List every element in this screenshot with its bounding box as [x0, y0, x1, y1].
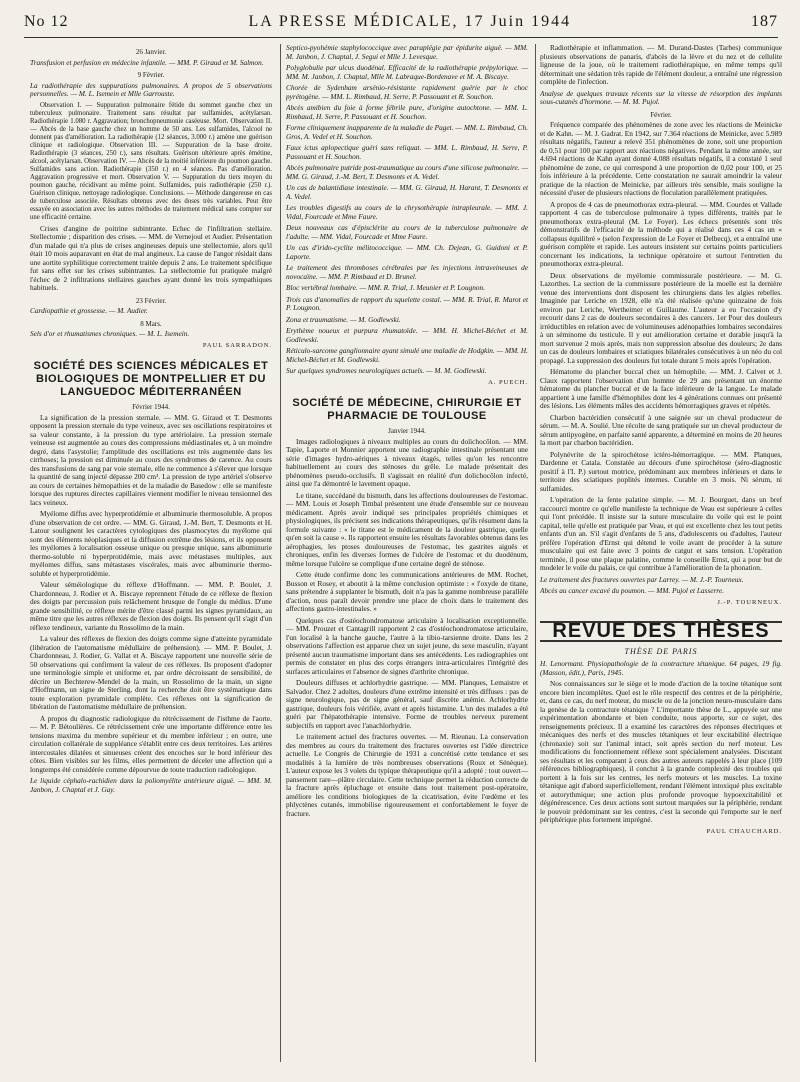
report-entry: Le traitement des fractures ouvertes par Larrey. — M. J.-P. Tourneux.	[540, 574, 744, 584]
report-entry: Un cas d'irido-cyclite mélitococcique. — MM. Ch. Dejean, G. Guidoni et P. Laporte.	[286, 243, 528, 261]
report-entry: Zona et traumatisme. — M. Godlewski.	[286, 314, 401, 324]
report-entry: L'opération de la fente palatine simple. — M. J. Bourguet, dans un bref raccourci montre ce qu'elle manifeste la technique de Veau est supérieure à celles qui l'ont précédée. Il insiste sur la suture musculaire du voile qui est le point capital, telle qu'elle est pratiquée par Veau, et qui est excellente chez les tout petits enfants d'un an. S'il s'agit d'enfants de 5 ans, d'adolescents ou d'adultes, l'auteur préfère l'opération d'Ernst qui détend le voile avant de procéder à la suture musculaire qui est faite avec 3 points de catgut et sans tension. L'opération terminée, il pose une plaque palatine, comme le conseille Ernst, qui a pour but de modeler le voile du palais, ce qui contribue à l'amélioration de la phonation.	[540, 495, 782, 572]
report-body: Observation I. — Suppuration pulmonaire fétide du sommet gauche chez un tuberculeux pulmonaire. Traitement sans résultat par sulfamides, acétylarsan. Radiothérapie 1.080 r. Aggravation; bronchopneumonie caséeuse. Mort. Observation II. — Abcès de la base gauche chez un homme de 50 ans. Les sulfamides, l'alcool ne donnent pas d'amélioration. La radiothérapie (12 séances, 3.000 r.) amène une guérison clinique et radiologique. Observation III. — Suppuration de la base droite. Radiothérapie (3 séances, 250 r.), sans résultats. Guérison ultérieure après émétine, alcool, acétylarsan. Observation IV. — Abcès de la moitié inférieure du poumon gauche. Sulfamides sans action. Radiothérapie (350 r.) en 4 séances. Pas d'amélioration. Aggravation progressive et mort. Observation V. — Suppuration du tiers moyen du poumon gauche, récidivant au même point. Sulfamides, puis radiothérapie (250 r.). Guérison clinique, nettoyage radiologique. Conclusions. — Méthode dangereuse en cas de tuberculose associée. Résultats obtenus avec des doses très variables. Peut être essayée en association avec les autres méthodes de traitement médical sans compter sur une efficacité certaine.	[30, 101, 272, 221]
report-entry: Faux ictus aplopectique guéri sans reliquat. — MM. L. Rimbaud, H. Serre, P. Passouant et H. Souchon.	[286, 143, 528, 161]
session-date: 9 Février.	[137, 71, 165, 79]
report-entry: Trois cas d'anomalies de rapport du squelette costal. — MM. R. Trial, R. Marot et P. Lougnon.	[286, 294, 528, 312]
column-3	[540, 44, 782, 1074]
page-number: 187	[751, 13, 778, 30]
report-entry: La radiothérapie des suppurations pulmonaires. A propos de 5 observations personnelles. — M. L. Isemein et Mlle Garrouste.	[30, 80, 272, 98]
report-entry: Septico-pyohémie staphylococcique avec paraplégie par épidurite aiguë. — MM. M. Janbon, J. Chaptal, J. Segui et Mlle J. Levesque.	[286, 44, 528, 61]
column-divider	[535, 44, 536, 1062]
society-title: SOCIÉTÉ DE MÉDECINE, CHIRURGIE ET PHARMACIE DE TOULOUSE	[292, 397, 522, 422]
report-entry: A propos du diagnostic radiologique du rétrécissement de l'isthme de l'aorte. — M. P. Bétoulières. Ce rétrécissement crée une importante différence entre les tensions maxima du membre supérieur et du membre inférieur ; en outre, une circulation collatérale de suppléance s'établit entre ces deux territoires. Les artères intercostales dilatées et sinueuses créent des encoches sur le bord inférieur des côtes. Bien visibles sur les films, elles permettent de déceler une affection qui a longtemps été considérée comme dépourvue de toute traduction radiologique.	[30, 713, 272, 774]
session-date: 26 Janvier.	[135, 48, 167, 56]
section-subtitle: THÈSE DE PARIS	[624, 646, 698, 656]
report-entry: Les troubles digestifs au cours de la chrysothérapie intrapleurale. — MM. J. Vidal, Fourcade et Mme Faure.	[286, 203, 528, 221]
report-entry: Cette étude confirme donc les communications antérieures de MM. Rochet, Busson et Rosey, et aboutit à la même conclusion optimiste : « l'oxyde de titane, sans prétendre à supplanter le bismuth, doit n'a pas la gamme nombreuse parallèle d'action, nous paraît devoir prendre une place de choix dans le traitement des affections gastro-intestinales. »	[286, 570, 528, 613]
report-entry: Abcès au cancer excavé du poumon. — MM. Pujol et Lasserre.	[540, 586, 724, 595]
report-entry: Sur quelques syndromes neurologiques actuels. — M. M. Godlewski.	[286, 366, 487, 375]
report-entry: Erythème noueux et purpura rhumatoïde. — MM. H. Michel-Béchet et M. Godlewski.	[286, 326, 528, 344]
report-entry: Le traitement des thromboses cérébrales par les injections intraveineuses de novocaïne. — MM. P. Rimbaud et D. Brunel.	[286, 263, 528, 281]
signature: A. PUECH.	[488, 378, 528, 386]
journal-title: LA PRESSE MÉDICALE, 17 Juin 1944	[248, 13, 572, 30]
report-entry: Abcès amibien du foie à forme fébrile pure, d'origine autochtone. — MM. L. Rimbaud, H. Serre, P. Passouant et H. Souchon.	[286, 103, 528, 121]
session-date: Février.	[650, 110, 672, 119]
report-entry: Forme cliniquement inapparente de la maladie de Paget. — MM. L. Rimbaud, Ch. Gros, A. Vedel et H. Souchon.	[286, 123, 528, 141]
report-entry: Myélome diffus avec hyperprotidémie et albuminurie thermosoluble. A propos d'une observation de cet ordre. — MM. G. Giraud, J.-M. Bert, T. Desmonts et H. Latour soulignent les caractères cytologiques des plasmocytes du myélome qui sont des éléments néoplasiques et la diffusion extrême des lésions, et ils opposent les myélomes à localisation osseuse unique ou presque unique, sans albuminurie thermo-soluble ni hyperprotidémie, mais avec métastases multiples, aux myélomes diffus, sans métastases viscérales, mais avec albuminurie thermo-soluble et hyperprotidémie.	[30, 509, 272, 578]
report-entry: La valeur des réflexes de flexion des doigts comme signe d'atteinte pyramidale (libération de l'automatisme médullaire de préhension). — MM. P. Boulet, J. Chardonneau, J. Rodier, G. Vallat et A. Biscaye rapportent une nouvelle série de 50 observations qui confirment la valeur de ces réflexes. Ils proposent d'adopter une terminologie simple et uniforme et, par ordre décroissant de sensibilité, de décrire un Bechterew-Mendel de la main, un Rossolimo de la main, un signe d'Hoffmann, un signe de Sterling, dont la recherche doit être systématique dans toute exploration pyramidale complète. Ces réflexes ont la signification de libération de l'automatisme médullaire de préhension.	[30, 634, 272, 711]
session-date: Février 1944.	[132, 403, 170, 411]
report-entry: Bloc vertébral lombaire. — MM. R. Trial, J. Meunier et P. Lougnon.	[286, 283, 486, 292]
report-entry: Le traitement actuel des fractures ouvertes. — M. Rieunau. La conservation des membres au cours du traitement des fractures ouvertes est l'idée directrice actuelle. Le Congrès de Chirurgie de 1931 a concrétisé cette tendance et ses modalités à la lumière de très nombreuses observations (Roux et Sénèque). L'auteur expose les 3 volets du typique thérapeutique qu'il a adopté : tout ouvert—pansement rare—plâtre circulaire. Cette technique permet la réduction correcte de la fracture après épluchage et ensuite dans tout traitement post-opératoire, améliore les conditions biologiques de la cicatrisation, évite l'œdème et les phlyctènes cutanés, immobilise rigoureusement et confortablement le foyer de fracture.	[286, 732, 528, 818]
section-title: REVUE DES THÈSES	[540, 621, 782, 642]
column-2	[286, 44, 528, 1074]
report-entry: Deux observations de myélomie commissurale postérieure. — M. G. Lazorthes. La section de la commissure postérieure de la moelle est la dernière venue des interventions dont disposent les chirurgiens dans les algies rebelles. Imaginée par Leriche en 1928, elle n'a été réalisée qu'une quinzaine de fois environ par Leriche, Wertheimer et Guillaume. L'auteur a eu l'occasion d'y recourir dans 2 cas de douleurs secondaires à des cancers. 1er Pour des douleurs irréductibles en relation avec de volumineuses adénopathies lombaires secondaires à un séminome du testicule. Il y eut amélioration certaine et durable jusqu'à la mort survenue 2 mois après, mais non suppression absolue des douleurs; 2e dans un cas de douleurs lombaires et sciatiques bilatérales consécutives à un néo du col propagé. La suppression des douleurs fut totale durant 5 mois après l'opération.	[540, 270, 782, 365]
report-entry: Douleurs diffuses et achlorhydrie gastrique. — MM. Planques, Lemaistre et Salvador. Chez 2 adultes, douleurs d'une extrême intensité et très diffuses : pas de signe neurologique, pas de signe général, sauf discrète anémie. Achlorhydrie gastrique, douleurs fois vérifiée, avant et après histamine. L'un des malades a été guéri par l'hépatothérapie intensive. Forme de troubles nerveux purement subjectifs en rapport avec l'anachlorhydrie.	[286, 678, 528, 730]
header-rule	[24, 37, 778, 38]
report-entry: Un cas de balantidiase intestinale. — MM. G. Giraud, H. Harant, T. Desmonts et A. Vedel.	[286, 183, 528, 201]
report-entry: Chorée de Sydenham arsénio-résistante rapidement guérie par le choc pyrétogène. — MM. L. Rimbaud, H. Serre, P. Passouant et R. Souchon.	[286, 83, 528, 101]
report-entry: Le titane, succédané du bismuth, dans les affections douloureuses de l'estomac. — MM. Louis et Joseph Timbal présentent une étude d'ensemble sur ce nouveau médicament. Après avoir indiqué ses principales propriétés chimiques et physiologiques, ils précisent ses indications thérapeutiques, qu'ils résument dans la formule suivante : « le titane est le médicament de la douleur gastrique, quelle qu'en soit la cause ». Ils rapportent ensuite les résultats favorables obtenus dans les aérophagies, les ptoses douloureuses de l'estomac, les gastrites aiguës et chroniques, enfin les diverses formes de l'ulcère de l'estomac et du duodénum, même lorsque l'ulcère se complique d'une certaine degré de sténose.	[286, 490, 528, 568]
report-entry: Transfusion et perfusion en médecine infantile. — MM. P. Giraud et M. Salmon.	[30, 57, 264, 67]
report-entry: Polyglobulie par ulcus duodénal. Efficacité de la radiothérapie prépylorique. — MM. M. Janbon, J. Chaptal, Mlle M. Labraque-Bordenave et M. A. Biscaye.	[286, 63, 528, 81]
report-entry: Abcès pulmonaire putride post-traumatique au cours d'une silicose pulmonaire. — MM. G. Giraud, J.-M. Bert, T. Desmonts et A. Vedel.	[286, 163, 528, 181]
report-entry: Sels d'or et rhumatismes chroniques. — M. L. Isemein.	[30, 329, 190, 338]
session-date: 8 Mars.	[140, 319, 162, 328]
signature: J.-P. TOURNEUX.	[717, 598, 782, 606]
report-entry: Radiothérapie et inflammation. — M. Durand-Dastes (Tarbes) communique plusieurs observations de panaris, d'abcès de la lèvre et du nez et de cellulite ligneuse de la joue, où le traitement radiothérapique, en même temps qu'il déterminait une sédation très rapide de l'élément douleur, a entraîné une régression complète de l'infection.	[540, 44, 782, 86]
report-entry: A propos de 4 cas de pneumothorax extra-pleural. — MM. Courdes et Vallade rapportent 4 cas de tuberculose pulmonaire à types différents, traités par le pneumothorax extra-pleural (M. Le Foyer). Les échecs présentés sont très démonstratifs de l'efficacité de la méthode qui a réalisé dans ces 4 cas un « collapsus équilibré » (selon l'expression de Le Foyer et Delbecq), et a entraîné une guérison complète et rapide. Les auteurs insistent sur certains points particuliers concernant les indications, la technique opératoire et surtout l'entretien du pneumothorax extra-pleural.	[540, 199, 782, 268]
report-entry: Charbon bactéridien consécutif à une saignée sur un cheval producteur de sérum. — M. A. Soulié. Une récolte de sang pratiquée sur un cheval producteur de sérum antipyogène, en parfaite santé apparente, a déterminé en moins de 20 heures la mort par charbon bactéridien.	[540, 412, 782, 447]
thesis-review: Nos connaissances sur le siège et le mode d'action de la toxine tétanique sont encore bien incomplètes. Quel est le rôle respectif des centres et de la périphérie, et, dans ce cas, du nerf moteur, du muscle ou de la jonction neuro-musculaire dans la genèse de la contracture tétanique ? L'importante thèse de L., appuyée sur une expérimentation abondante et bien conduite, nous apporte, sur ce sujet, des renseignements précieux. Il a examiné les caractères des réponses électriques et mécaniques des nerfs et des muscles tétaniques et leur excitabilité électrique (chronaxie) soit sur l'animal intact, soit après section du nerf moteur. Les modifications du fonctionnement réflexe sont spécialement analysées. Discutant ses résultats et les comparant à ceux des autres auteurs rappelés à leur place (109 références bibliographiques), il conclut à la grande complexité des troubles qui portent à la fois sur les centres, les nerfs moteurs et les muscles. La toxine tétanique agit d'abord superficiellement, rendant l'élément intoxiqué plus excitable et autorythmique; une action plus profonde provoque hypoexcitabilité et dégénérescence. Ces deux actions sont surtout marquées sur la périphérie, rendant le pouvoir prédominant sur les centres, c'est la seconde qui l'emporte sur le nerf périphérique plus fortement imprégné.	[540, 679, 782, 824]
signature: PAUL SARRADON.	[202, 341, 272, 349]
society-title: SOCIÉTÉ DES SCIENCES MÉDICALES ET BIOLOGIQUES DE MONTPELLIER ET DU LANGUEDOC MÉDITERRANÉEN	[33, 360, 269, 398]
report-entry: Crises d'angine de poitrine subintrante. Echec de l'infiltration stellaire. Stellectomie ; disparition des crises. — MM. de Vernejoul et Audier. Présentation d'un malade qui n'a plus de crises angineuses depuis une stellectomie, alors qu'il était 10 mois auparavant en état de mal angineux. La cause de l'angor résidait dans une aortite syphilitique correctement traitée depuis 2 ans. Le traitement spécifique fut sans effet sur les crises subintrantes. La stellectomie fut pratiquée malgré l'échec de 2 infiltrations stellaires gauches ayant donné les trois sympathiques habituels.	[30, 223, 272, 292]
report-entry: Le liquide céphalo-rachidien dans la poliomyélite antérieure aiguë. — MM. M. Janbon, J. Chaptal et J. Gay.	[30, 776, 272, 794]
thesis-entry: H. Lenormant. Physiopathologie de la contracture tétanique. 64 pages, 19 fig. (Masson, édit.), Paris, 1945.	[540, 659, 782, 677]
report-entry: Deux nouveaux cas d'épisclérite au cours de la tuberculose pulmonaire de l'adulte. — MM. Vidal, Fourcade et Mme Faure.	[286, 223, 528, 241]
report-entry: Valeur séméiologique du réflexe d'Hoffmann. — MM. P. Boulet, J. Chardonneau, J. Rodier et A. Biscaye reprennent l'étude de ce réflexe de flexion des doigts par percussion puis relâchement brusque de l'ongle du médius. D'une grande sensibilité, ce réflexe mérite d'être classé parmi les signes pyramidaux, au même titre que les autres réflexes de flexion des doigts. Ils pensent qu'il s'agit d'un réflexe tendineux, variante du Rossolimo de la main.	[30, 580, 272, 632]
column-divider	[280, 44, 281, 1062]
report-entry: Quelques cas d'ostéochondromatose articulaire à localisation exceptionnelle. — MM. Prouzet et Cantagrill rapportent 2 cas d'ostéochondromatose articulaire, l'un localisé à la hanche gauche, l'autre à la tibio-tarsienne droite. Dans les 2 observations l'affection est apparue chez un sujet jeune, du sexe masculin, n'ayant présenté aucun traumatisme important dans ses antécédents. Les radiographies ont permis de constater en plus des corps étrangers intra-articulaires l'intégrité des surfaces articulaires et l'absence de signes d'arthrite chronique.	[286, 615, 528, 676]
page-header	[24, 8, 778, 36]
report-entry: La signification de la pression sternale. — MM. G. Giraud et T. Desmonts opposent la pression sternale du type veineux, avec ses oscillations respiratoires et sa valeur constante, à la pression du type artériolaire. La pression sternale veineuse est augmentée au cours des compressions médiastinales et, à un moindre degré, dans l'asystolie; l'amplitude des oscillations est très augmentée dans les cirrhoses; la pression est diminuée au cours des syndromes de carence. Au cours des transfusions de sang par voie sternale, elle ne commence à s'élever que lorsque la quantité de sang injecté dépasse 200 cm³. La pression de type artériel s'observe au cours de certaines hémopathies et de la maladie de Basedow : elle se manifeste lorsque des ruptures directes capillaires viennent modifier le niveau tensionnel des lacs veineux.	[30, 412, 272, 507]
column-1	[30, 44, 272, 1074]
report-entry: Réticulo-sarcome ganglionnaire ayant simulé une maladie de Hodgkin. — MM. H. Michel-Béchet et M. Godlewski.	[286, 346, 528, 364]
report-entry: Polynévrite de la spirochétose ictéro-hémorragique. — MM. Planques, Dardenne et Catala. Constatée au décours d'une spirochétose (séro-diagnostic positif à l'I. P.) surtout motrice, prédominant aux membres inférieurs et dans le territoire des sciatiques poplités internes. Curable en 3 mois. Ni sérum, ni sulfamides.	[540, 449, 782, 493]
signature: PAUL CHAUCHARD.	[706, 827, 782, 835]
report-entry: Images radiologiques à niveaux multiples au cours du dolichocôlon. — MM. Tapie, Laporte et Monnier apportent une radiographie intestinale présentant une série d'images hydro-aériques à niveaux étagés, telles qu'on les rencontre habituellement au cours des sténoses du grêle. Le malade présentait des phénomènes pseudo-occlusifs. Il s'agissait en réalité d'un dolichocôlon infecté, ainsi que l'a démontré le lavement opaque.	[286, 436, 528, 488]
report-entry: Hématome du plancher buccal chez un hémophile. — MM. J. Calvet et J. Claux rapportent l'observation d'un homme de 29 ans présentant un énorme hématome du plancher buccal et de la face inférieure de la langue. Le malade appartient à une famille d'hémophiles dont les 4 générations connues ont présenté des lésions. Les éléments mâles des accidents hémorragiques graves et répétés.	[540, 367, 782, 410]
session-date: 23 Février.	[135, 296, 167, 305]
issue-number: No 12	[24, 13, 69, 30]
session-date: Janvier 1944.	[388, 427, 426, 435]
report-entry: Cardiopathie et grossesse. — M. Audier.	[30, 306, 148, 315]
report-entry: Fréquence comparée des phénomènes de zone avec les réactions de Meinicke et de Kahn. — M. J. Gadrat. En 1942, sur 7.364 réactions de Meinicke, avec 5.989 résultats négatifs, l'auteur a relevé 351 phénomènes de zone, soit une proportion de 0,51 pour 100 par rapport aux réactions négatives. Pendant la même année, sur 4.694 réactions de Kahn ayant donné 4.088 résultats négatifs, il a constaté 1 seul phénomène de zone, ce qui correspond à une proportion de 0,02 pour 100, et 25 fois inférieure à la précédente. Cette constatation ne saurait amoindrir la valeur pratique de la réaction de Meinicke, par ailleurs très sensible, mais souligne la nécessité d'user de plusieurs réactions de floculation parallèlement pratiquées.	[540, 120, 782, 197]
report-entry: Analyse de quelques travaux récents sur la vitesse de résorption des implants sous-cutanés d'hormone. — M. M. Pujol.	[540, 88, 782, 106]
